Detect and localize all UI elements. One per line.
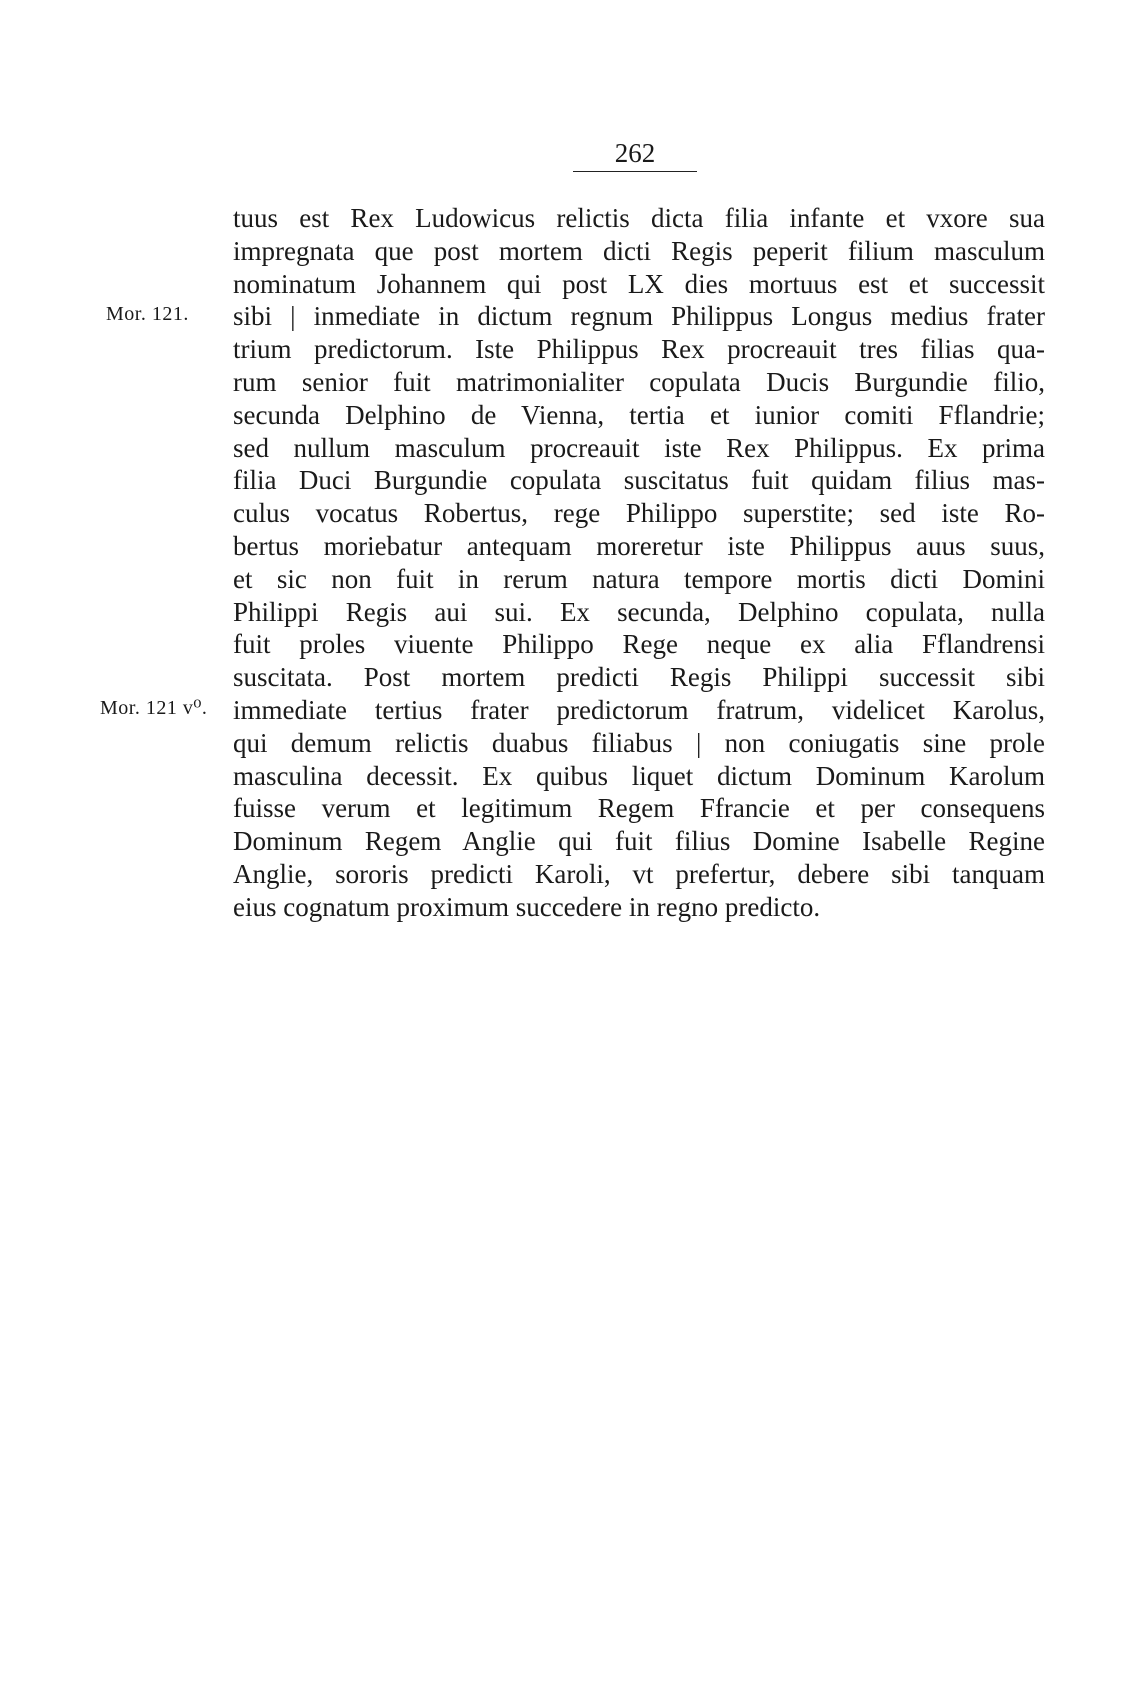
margin-note-mor-121-verso: Mor. 121 v⁰. [100,697,208,719]
text-line: masculina decessit. Ex quibus liquet dictum Dominum Karolum [233,760,1045,791]
text-line: et sic non fuit in rerum natura tempore mortis dicti Domini [233,563,1045,594]
text-line: filia Duci Burgundie copulata suscitatus fuit quidam filius mas- [233,465,1045,496]
text-line: eius cognatum proximum succedere in regno predicto. [233,891,821,922]
text-line: impregnata que post mortem dicti Regis peperit filium masculum [233,235,1045,266]
text-line: Philippi Regis aui sui. Ex secunda, Delphino copulata, nulla [233,596,1045,627]
text-line: sed nullum masculum procreauit iste Rex Philippus. Ex prima [233,432,1045,463]
body-text [233,202,1045,924]
page-number: 262 [614,138,656,168]
text-line: sibi | inmediate in dictum regnum Philippus Longus medius frater [233,301,1045,332]
text-line: Anglie, sororis predicti Karoli, vt prefertur, debere sibi tanquam [233,858,1045,889]
text-line: immediate tertius frater predictorum fratrum, videlicet Karolus, [233,694,1045,725]
text-line: nominatum Johannem qui post LX dies mortuus est et successit [233,268,1045,299]
text-line: trium predictorum. Iste Philippus Rex procreauit tres filias qua- [233,334,1045,365]
text-line: bertus moriebatur antequam moreretur iste Philippus auus suus, [233,530,1045,561]
text-line: Dominum Regem Anglie qui fuit filius Domine Isabelle Regine [233,826,1045,857]
text-line: tuus est Rex Ludowicus relictis dicta filia infante et vxore sua [233,203,1045,233]
text-line: fuisse verum et legitimum Regem Ffrancie et per consequens [233,793,1045,824]
margin-note-mor-121: Mor. 121. [106,303,189,325]
text-line: qui demum relictis duabus filiabus | non coniugatis sine prole [233,727,1045,758]
page-number-rule [573,171,697,172]
text-line: culus vocatus Robertus, rege Philippo superstite; sed iste Ro- [233,498,1045,529]
text-line: fuit proles viuente Philippo Rege neque ex alia Fflandrensi [233,629,1045,660]
text-line: rum senior fuit matrimonialiter copulata Ducis Burgundie filio, [233,366,1045,397]
text-line: secunda Delphino de Vienna, tertia et iunior comiti Fflandrie; [233,399,1045,430]
text-line: suscitata. Post mortem predicti Regis Philippi successit sibi [233,662,1045,693]
